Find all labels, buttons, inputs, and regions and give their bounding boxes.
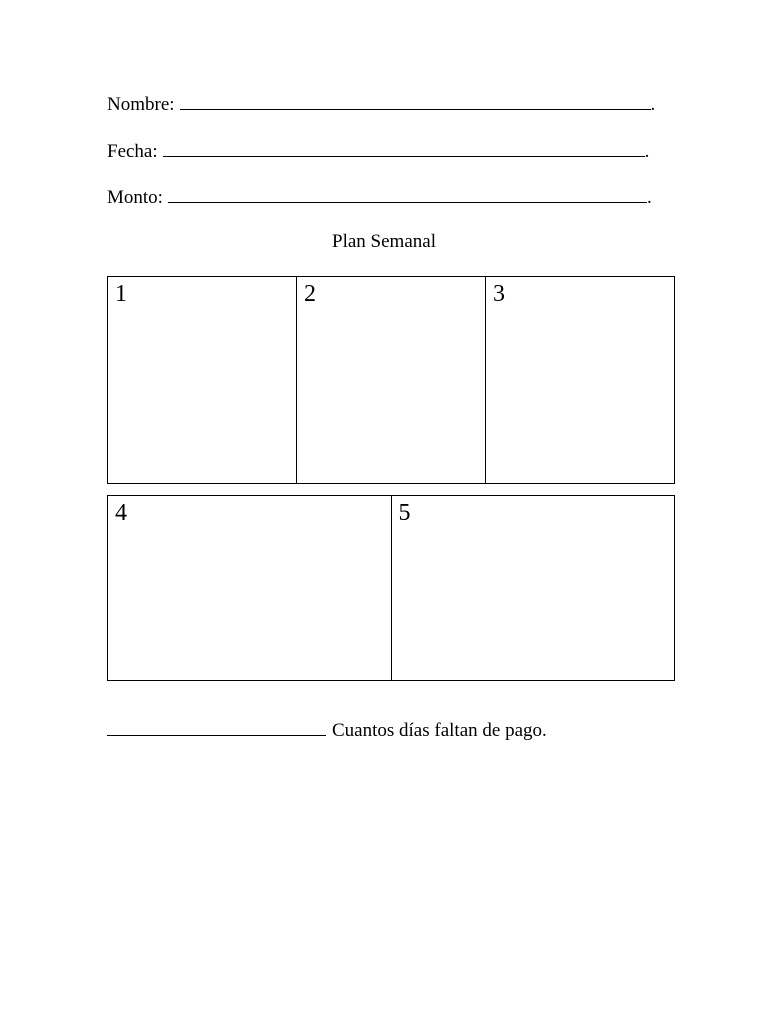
fecha-label: Fecha: <box>107 141 158 162</box>
monto-label: Monto: <box>107 187 163 208</box>
plan-title: Plan Semanal <box>332 231 436 252</box>
fecha-field-row <box>107 139 649 163</box>
plan-cell-number: 2 <box>304 281 316 307</box>
plan-grid-row-2 <box>107 495 675 681</box>
plan-cell-number: 3 <box>493 281 505 307</box>
plan-cell-1[interactable] <box>108 277 296 483</box>
monto-field-row <box>107 185 652 209</box>
plan-cell-4[interactable] <box>108 496 391 680</box>
plan-cell-3[interactable] <box>485 277 674 483</box>
dias-blank-line[interactable] <box>107 718 326 736</box>
nombre-period: . <box>650 94 656 115</box>
fecha-period: . <box>644 141 650 162</box>
nombre-field-row <box>107 92 655 116</box>
plan-cell-2[interactable] <box>296 277 485 483</box>
plan-cell-number: 5 <box>398 500 411 526</box>
plan-cell-number: 1 <box>115 281 127 307</box>
fecha-blank-line[interactable] <box>163 139 645 157</box>
monto-period: . <box>646 187 652 208</box>
plan-cell-5[interactable] <box>391 496 675 680</box>
dias-faltan-row <box>107 718 547 742</box>
nombre-label: Nombre: <box>107 94 175 115</box>
plan-grid-row-1 <box>107 276 675 484</box>
nombre-blank-line[interactable] <box>180 92 651 110</box>
monto-blank-line[interactable] <box>168 185 647 203</box>
plan-cell-number: 4 <box>115 500 127 526</box>
dias-faltan-label: Cuantos días faltan de pago. <box>332 720 547 741</box>
